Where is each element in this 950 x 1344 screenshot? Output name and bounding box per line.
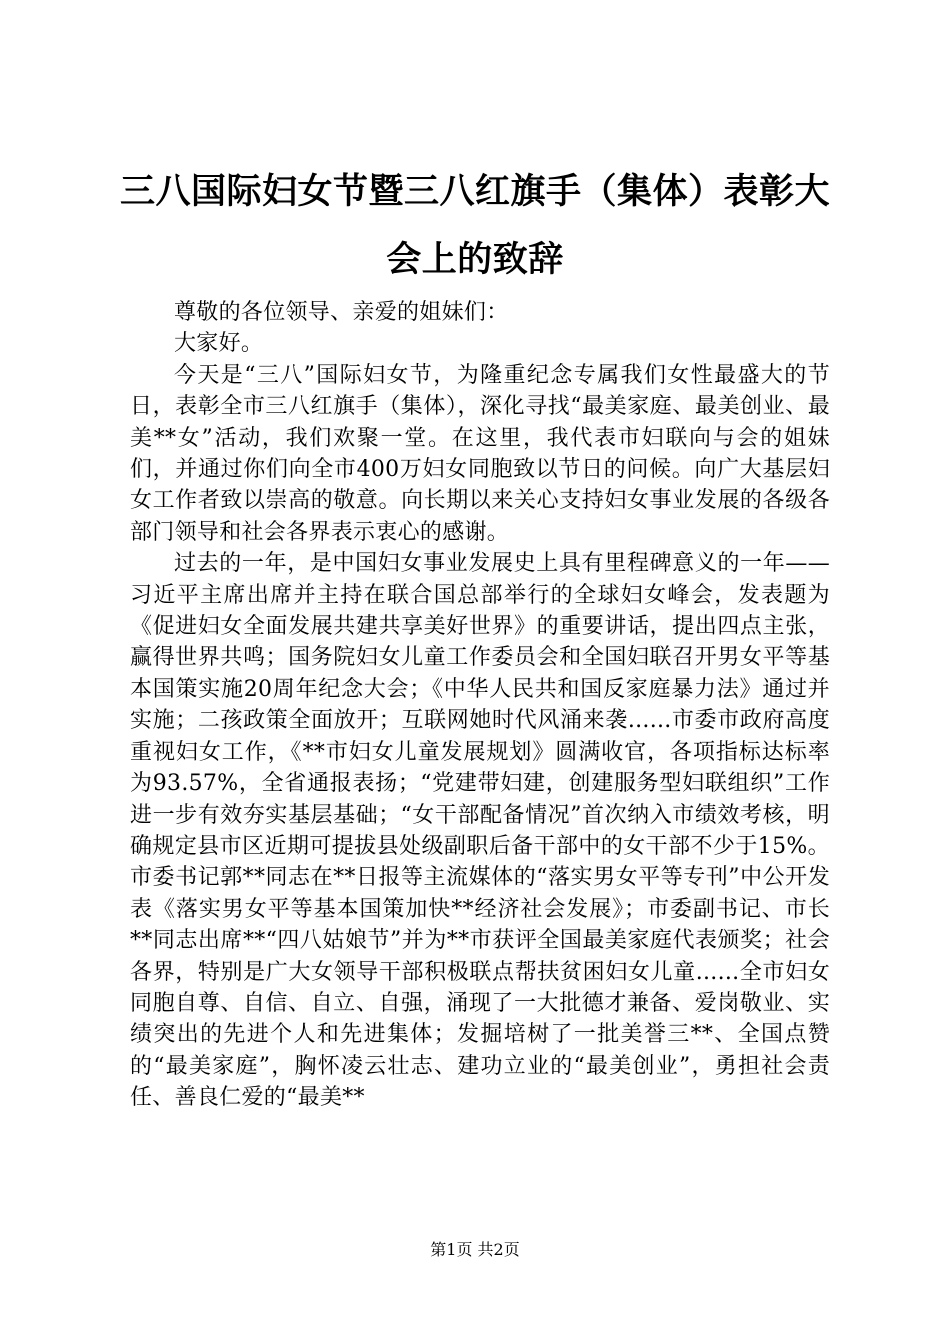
document-title: 三八国际妇女节暨三八红旗手（集体）表彰大会上的致辞 [119, 172, 830, 280]
salutation-paragraph: 尊敬的各位领导、亲爱的姐妹们： [174, 300, 509, 325]
document-body [130, 297, 830, 1114]
page-number-footer: 第1页 共2页 [430, 1240, 520, 1259]
body-paragraph: 今天是“三八”国际妇女节，为隆重纪念专属我们女性最盛大的节日，表彰全市三八红旗手（集体），深化寻找“最美家庭、最美创业、最美**女”活动，我们欢聚一堂。在这里，我代表市妇联向与会的姐妹们，并通过你们向全市400万妇女同胞致以节日的问候。向广大基层妇女工作者致以崇高的敬意。向长期以来关心支持妇女事业发展的各级各部门领导和社会各界表示衷心的感谢。 [130, 362, 830, 545]
greeting-paragraph: 大家好。 [174, 331, 264, 357]
body-paragraph: 过去的一年，是中国妇女事业发展史上具有里程碑意义的一年——习近平主席出席并主持在联合国总部举行的全球妇女峰会，发表题为《促进妇女全面发展共建共享美好世界》的重要讲话，提出四点主张，赢得世界共鸣；国务院妇女儿童工作委员会和全国妇联召开男女平等基本国策实施20周年纪念大会；《中华人民共和国反家庭暴力法》通过并实施；二孩政策全面放开；互联网她时代风涌来袭......市委市政府高度重视妇女工作，《**市妇女儿童发展规划》圆满收官，各项指标达标率为93.57%，全省通报表扬；“党建带妇建，创建服务型妇联组织”工作进一步有效夯实基层基础；“女干部配备情况”首次纳入市绩效考核，明确规定县市区近期可提拔县处级副职后备干部中的女干部不少于15%。市委书记郭**同志在**日报等主流媒体的“落实男女平等专刊”中公开发表《落实男女平等基本国策加快**经济社会发展》；市委副书记、市长**同志出席**“四八姑娘节”并为**市获评全国最美家庭代表颁奖；社会各界，特别是广大女领导干部积极联点帮扶贫困妇女儿童......全市妇女同胞自尊、自信、自立、自强，涌现了一大批德才兼备、爱岗敬业、实绩突出的先进个人和先进集体；发掘培树了一批美誉三**、全国点赞的“最美家庭”，胸怀凌云壮志、建功立业的“最美创业”，勇担社会责任、善良仁爱的“最美** [130, 551, 830, 1111]
